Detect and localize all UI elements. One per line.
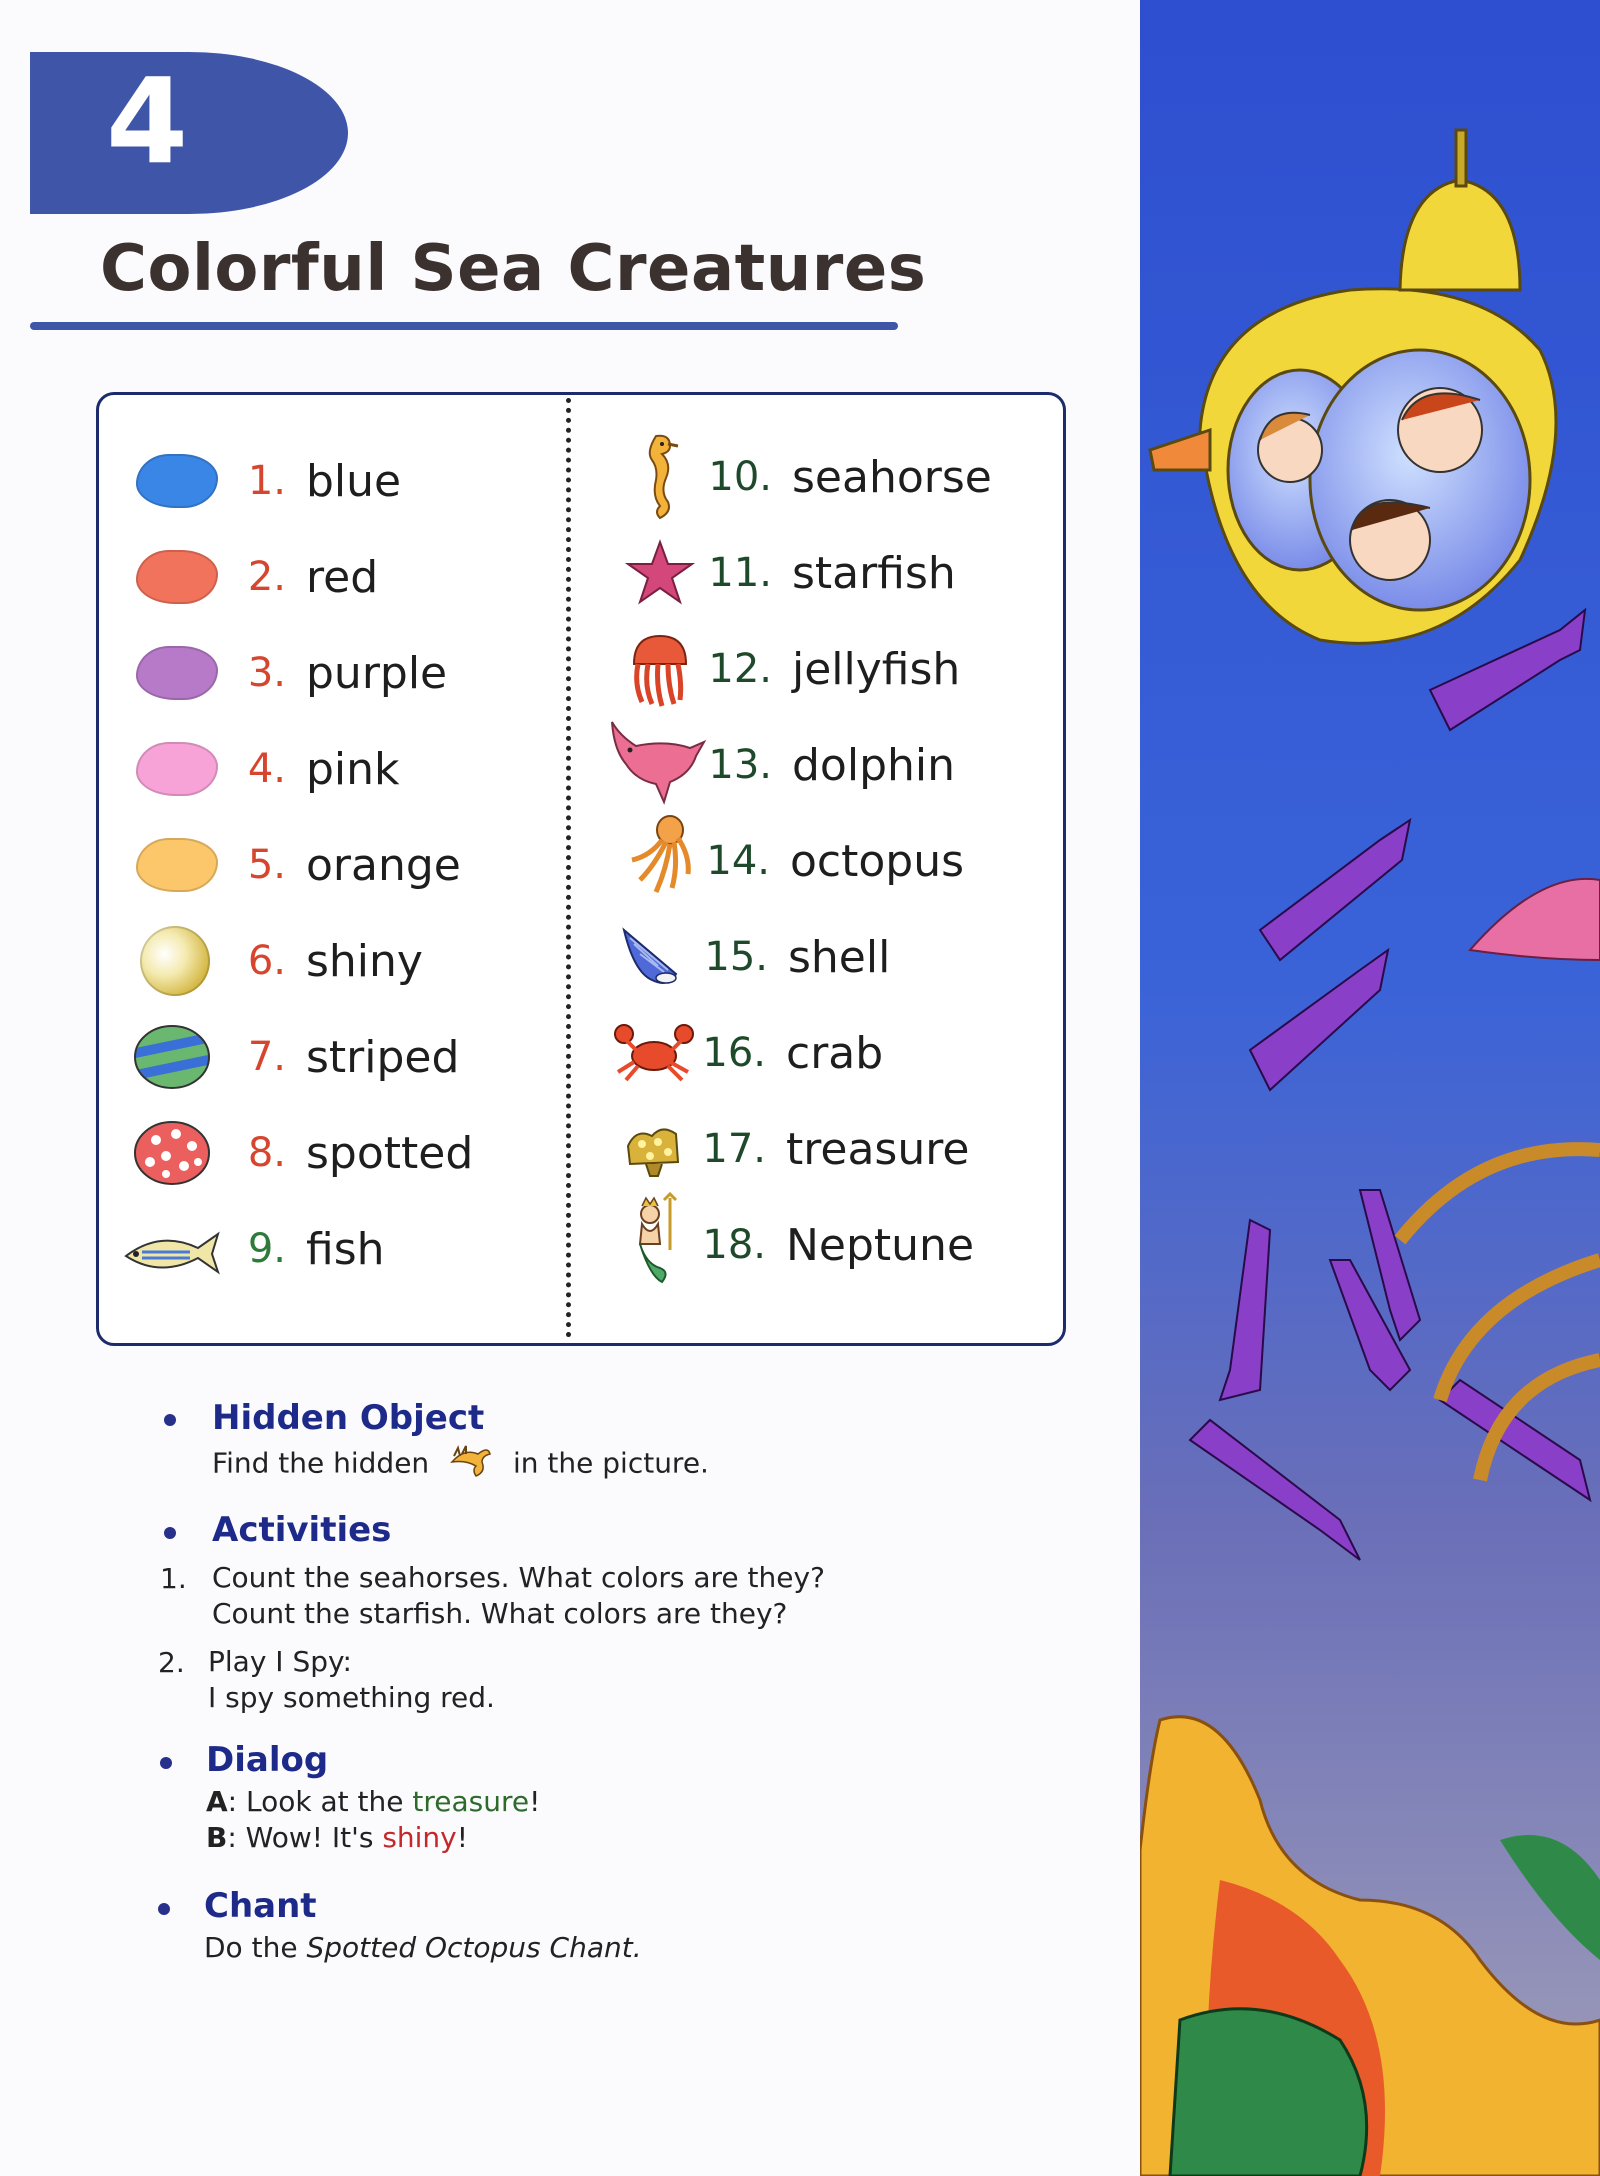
speaker-a: A bbox=[206, 1785, 228, 1818]
dialog-punct: ! bbox=[456, 1821, 468, 1854]
seahorse-icon bbox=[612, 442, 708, 512]
dialog-punct: ! bbox=[529, 1785, 541, 1818]
vocab-number: 16. bbox=[702, 1030, 766, 1076]
vocab-word: orange bbox=[306, 839, 461, 891]
orange-color-blob bbox=[126, 830, 222, 900]
vocab-number: 18. bbox=[702, 1222, 766, 1268]
spotted-ball-icon bbox=[126, 1118, 222, 1188]
vocab-item-striped bbox=[126, 1022, 459, 1092]
activity-number: 1. bbox=[160, 1562, 187, 1595]
vocab-number: 4. bbox=[247, 746, 286, 792]
vocab-item-crab bbox=[606, 1018, 883, 1088]
vocab-word: crab bbox=[786, 1027, 884, 1079]
bullet-dot bbox=[164, 1414, 176, 1426]
vocab-item-spotted bbox=[126, 1118, 473, 1188]
seahorse-icon bbox=[448, 1442, 494, 1487]
activity-item-2 bbox=[208, 1644, 495, 1716]
shiny-gold-blob bbox=[126, 926, 222, 996]
activity-line: I spy something red. bbox=[208, 1681, 495, 1714]
jellyfish-icon bbox=[612, 634, 708, 704]
chant-text-before: Do the bbox=[204, 1931, 307, 1964]
vocab-word: seahorse bbox=[792, 451, 992, 503]
vocab-number: 13. bbox=[708, 742, 772, 788]
activities-heading: Activities bbox=[212, 1510, 392, 1550]
vocab-item-treasure bbox=[606, 1114, 969, 1184]
vocab-word: striped bbox=[306, 1031, 460, 1083]
vocab-item-neptune bbox=[606, 1210, 974, 1280]
vocab-word: treasure bbox=[786, 1123, 970, 1175]
neptune-icon bbox=[606, 1210, 702, 1280]
activity-line: Count the seahorses. What colors are they? bbox=[212, 1561, 825, 1594]
vocab-number: 5. bbox=[247, 842, 286, 888]
bullet-dot bbox=[160, 1757, 172, 1769]
chant-text bbox=[204, 1930, 642, 1966]
vocab-number: 2. bbox=[247, 554, 286, 600]
vocab-word: red bbox=[306, 551, 379, 603]
vocab-word: dolphin bbox=[792, 739, 956, 791]
vocab-word: spotted bbox=[306, 1127, 474, 1179]
red-color-blob bbox=[126, 542, 222, 612]
vocab-item-orange bbox=[126, 830, 461, 900]
page-title: Colorful Sea Creatures bbox=[100, 232, 927, 306]
fish-icon bbox=[120, 1214, 222, 1284]
vocab-number: 14. bbox=[706, 838, 770, 884]
vocab-item-blue bbox=[126, 446, 401, 516]
bullet-dot bbox=[164, 1527, 176, 1539]
unit-number: 4 bbox=[106, 52, 189, 190]
vocab-item-seahorse bbox=[612, 442, 992, 512]
vocab-item-red bbox=[126, 542, 378, 612]
dialog-section bbox=[206, 1740, 540, 1856]
vocab-item-shell bbox=[608, 922, 890, 992]
vocab-word: shiny bbox=[306, 935, 423, 987]
vocab-item-jellyfish bbox=[612, 634, 960, 704]
vocab-number: 6. bbox=[247, 938, 286, 984]
vocab-number: 8. bbox=[247, 1130, 286, 1176]
dolphin-icon bbox=[606, 730, 708, 800]
pink-color-blob bbox=[126, 734, 222, 804]
vocab-number: 9. bbox=[247, 1226, 286, 1272]
dialog-keyword: shiny bbox=[382, 1821, 457, 1854]
blue-color-blob bbox=[126, 446, 222, 516]
speaker-b: B bbox=[206, 1821, 228, 1854]
vocab-item-shiny bbox=[126, 926, 423, 996]
chant-heading: Chant bbox=[204, 1886, 317, 1926]
vocab-word: fish bbox=[306, 1223, 385, 1275]
dialog-text: : Wow! It's bbox=[227, 1821, 383, 1854]
unit-badge bbox=[30, 52, 348, 214]
vocab-word: blue bbox=[306, 455, 402, 507]
dialog-text: : Look at the bbox=[227, 1785, 413, 1818]
vocab-item-octopus bbox=[610, 826, 964, 896]
octopus-icon bbox=[610, 826, 706, 896]
activity-number: 2. bbox=[158, 1646, 185, 1679]
vocab-word: starfish bbox=[792, 547, 956, 599]
bullet-dot bbox=[158, 1903, 170, 1915]
activity-item-1 bbox=[212, 1560, 825, 1632]
activity-line: Count the starfish. What colors are they? bbox=[212, 1597, 788, 1630]
dialog-line-a bbox=[206, 1784, 540, 1820]
vocab-word: octopus bbox=[790, 835, 965, 887]
vocab-word: purple bbox=[306, 647, 448, 699]
hidden-object-text-before: Find the hidden bbox=[212, 1446, 430, 1480]
vocab-item-fish bbox=[120, 1214, 385, 1284]
vocab-word: pink bbox=[306, 743, 400, 795]
vocab-item-starfish bbox=[612, 538, 956, 608]
chant-title: Spotted Octopus Chant. bbox=[306, 1931, 642, 1964]
vocab-number: 3. bbox=[247, 650, 286, 696]
activity-line: Play I Spy: bbox=[208, 1645, 352, 1678]
chant-section bbox=[204, 1886, 642, 1966]
vocab-number: 15. bbox=[704, 934, 768, 980]
crab-icon bbox=[606, 1018, 702, 1088]
underwater-illustration bbox=[1140, 0, 1600, 2176]
starfish-icon bbox=[612, 538, 708, 608]
vocab-item-dolphin bbox=[606, 730, 955, 800]
vocab-number: 7. bbox=[247, 1034, 286, 1080]
dialog-keyword: treasure bbox=[412, 1785, 530, 1818]
vocab-item-purple bbox=[126, 638, 447, 708]
vocab-word: Neptune bbox=[786, 1219, 975, 1271]
dotted-divider bbox=[566, 398, 571, 1338]
dialog-line-b bbox=[206, 1820, 540, 1856]
purple-color-blob bbox=[126, 638, 222, 708]
vocab-word: shell bbox=[788, 931, 891, 983]
vocab-item-pink bbox=[126, 734, 400, 804]
hidden-object-text bbox=[212, 1442, 709, 1487]
vocab-number: 11. bbox=[708, 550, 772, 596]
title-underline bbox=[30, 322, 898, 330]
striped-ball-icon bbox=[126, 1022, 222, 1092]
vocab-number: 12. bbox=[708, 646, 772, 692]
activities-section bbox=[212, 1510, 391, 1550]
shell-icon bbox=[608, 922, 704, 992]
hidden-object-text-after: in the picture. bbox=[512, 1446, 709, 1480]
vocab-number: 17. bbox=[702, 1126, 766, 1172]
vocab-number: 10. bbox=[708, 454, 772, 500]
vocab-word: jellyfish bbox=[792, 643, 961, 695]
vocab-number: 1. bbox=[247, 458, 286, 504]
treasure-icon bbox=[606, 1114, 702, 1184]
hidden-object-section bbox=[212, 1398, 709, 1487]
hidden-object-heading: Hidden Object bbox=[212, 1398, 485, 1438]
dialog-heading: Dialog bbox=[206, 1740, 329, 1780]
